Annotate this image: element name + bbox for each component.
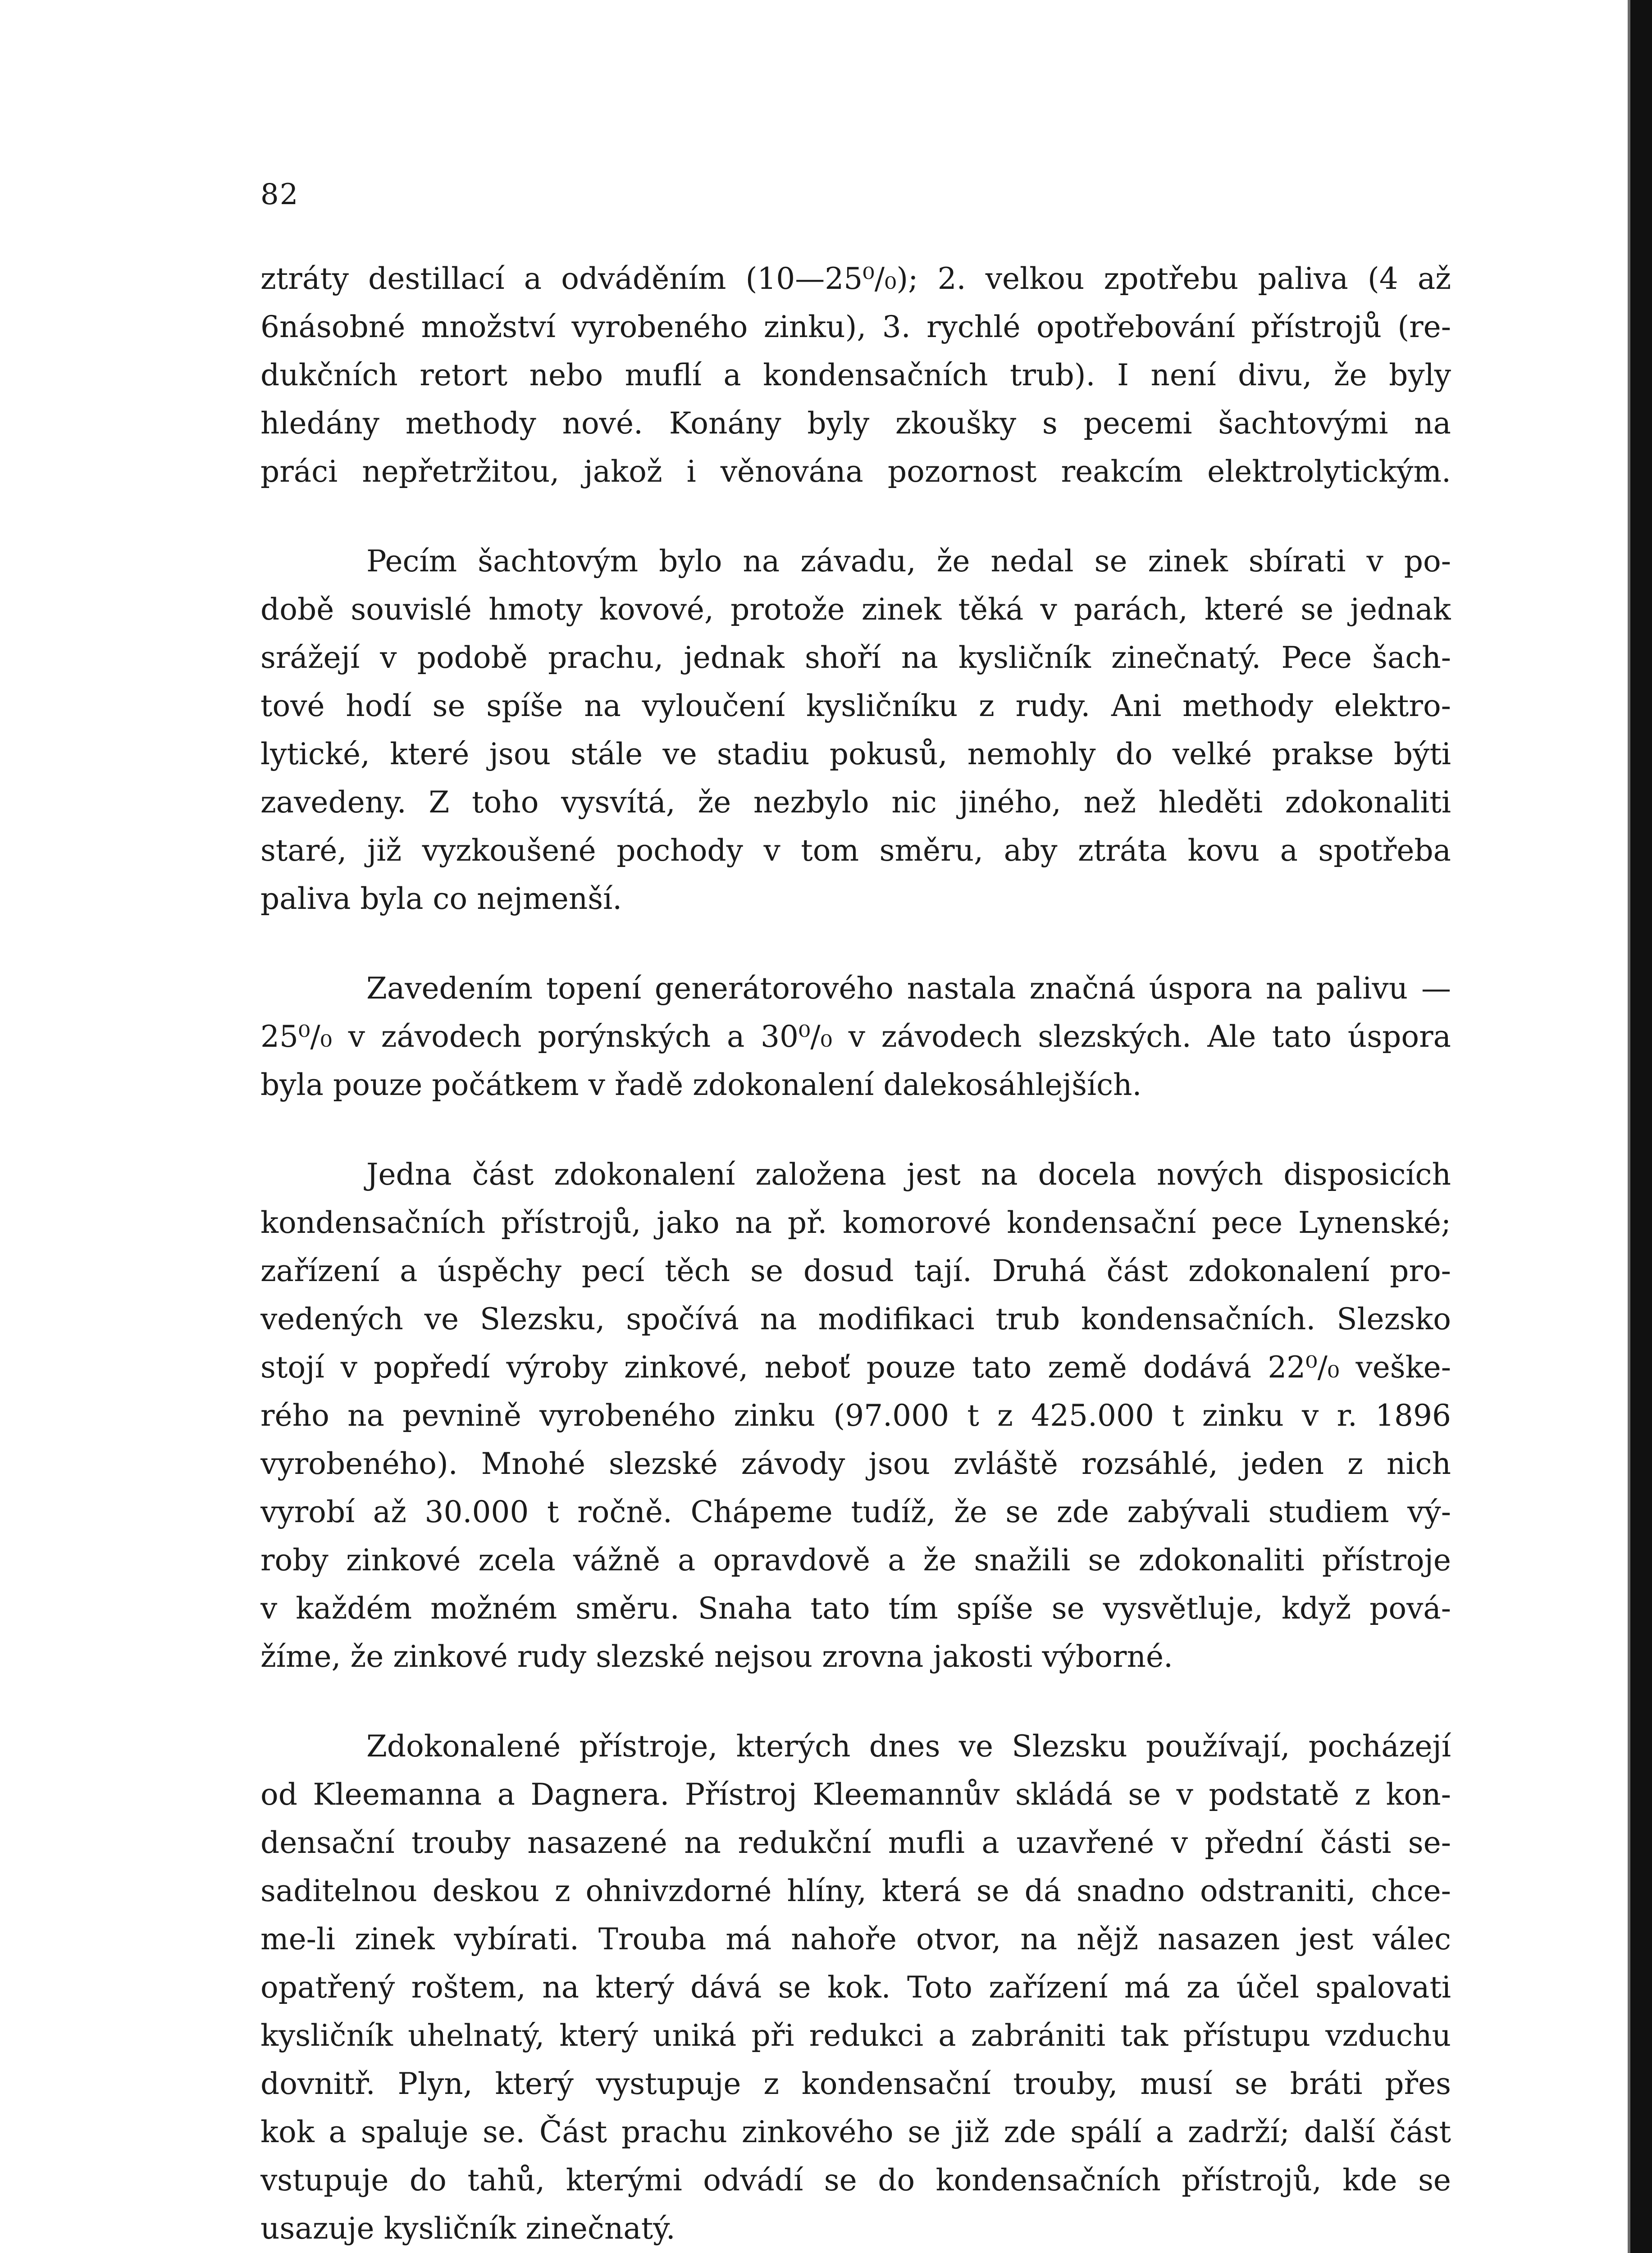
text-line: roby zinkové zcela vážně a opravdově a že snažili se zdokonaliti přístroje: [260, 1543, 1451, 1578]
text-line: usazuje kysličník zinečnatý.: [260, 2211, 675, 2246]
text-line: kok a spaluje se. Část prachu zinkového se již zde spálí a zadrží; další část: [260, 2115, 1451, 2149]
text-line: me-li zinek vybírati. Trouba má nahoře otvor, na nějž nasazen jest válec: [260, 1922, 1451, 1957]
text-line: zařízení a úspěchy pecí těch se dosud tají. Druhá část zdokonalení pro-: [260, 1254, 1451, 1288]
text-line: Pecím šachtovým bylo na závadu, že nedal se zinek sbírati v po-: [366, 544, 1451, 579]
text-line: vyrobeného). Mnohé slezské závody jsou zvláště rozsáhlé, jeden z nich: [260, 1446, 1451, 1481]
text-line: zavedeny. Z toho vysvítá, že nezbylo nic jiného, než hleděti zdokonaliti: [260, 785, 1451, 820]
text-line: práci nepřetržitou, jakož i věnována pozornost reakcím elektrolytickým.: [260, 454, 1451, 489]
paragraph-1: [260, 255, 1451, 496]
text-line: hledány methody nové. Konány byly zkoušky s pecemi šachtovými na: [260, 406, 1451, 441]
text-line: od Kleemanna a Dagnera. Přístroj Kleemannův skládá se v podstatě z kon-: [260, 1777, 1451, 1812]
text-line: Zdokonalené přístroje, kterých dnes ve Slezsku používají, pocházejí: [366, 1729, 1451, 1764]
text-line: dukčních retort nebo muflí a kondensačních trub). I není divu, že byly: [260, 358, 1451, 392]
text-line: srážejí v podobě prachu, jednak shoří na kysličník zinečnatý. Pece šach-: [260, 640, 1451, 675]
body-text: [260, 255, 1451, 2253]
text-line: stojí v popředí výroby zinkové, neboť pouze tato země dodává 22⁰/₀ veške-: [260, 1350, 1451, 1385]
text-line: paliva byla co nejmenší.: [260, 881, 622, 916]
text-line: densační trouby nasazené na redukční mufli a uzavřené v přední části se-: [260, 1825, 1451, 1860]
text-line: vstupuje do tahů, kterými odvádí se do kondensačních přístrojů, kde se: [260, 2163, 1451, 2198]
text-line: byla pouze počátkem v řadě zdokonalení dalekosáhlejších.: [260, 1067, 1142, 1102]
scan-edge: [1630, 0, 1652, 2253]
text-line: vedených ve Slezsku, spočívá na modifikaci trub kondensačních. Slezsko: [260, 1302, 1451, 1336]
text-line: kysličník uhelnatý, který uniká při redukci a zabrániti tak přístupu vzduchu: [260, 2018, 1451, 2053]
paragraph-2: [260, 537, 1451, 923]
text-line: lytické, které jsou stále ve stadiu pokusů, nemohly do velké prakse býti: [260, 737, 1451, 771]
text-line: tové hodí se spíše na vyloučení kysličníku z rudy. Ani methody elektro-: [260, 689, 1451, 723]
text-line: 25⁰/₀ v závodech porýnských a 30⁰/₀ v závodech slezských. Ale tato úspora: [260, 1019, 1451, 1054]
text-line: době souvislé hmoty kovové, protože zinek těká v parách, které se jednak: [260, 592, 1451, 627]
text-line: opatřený roštem, na který dává se kok. Toto zařízení má za účel spalovati: [260, 1970, 1451, 2005]
paragraph-5: [260, 1722, 1451, 2253]
text-line: vyrobí až 30.000 t ročně. Chápeme tudíž, že se zde zabývali studiem vý-: [260, 1495, 1451, 1529]
text-line: Jedna část zdokonalení založena jest na docela nových disposicích: [366, 1157, 1451, 1192]
paragraph-3: [260, 964, 1451, 1109]
paragraph-4: [260, 1150, 1451, 1681]
text-line: žíme, že zinkové rudy slezské nejsou zrovna jakosti výborné.: [260, 1639, 1173, 1674]
text-line: 6násobné množství vyrobeného zinku), 3. rychlé opotřebování přístrojů (re-: [260, 310, 1451, 344]
text-line: v každém možném směru. Snaha tato tím spíše se vysvětluje, když pová-: [260, 1591, 1451, 1626]
text-line: saditelnou deskou z ohnivzdorné hlíny, která se dá snadno odstraniti, chce-: [260, 1874, 1451, 1908]
text-line: rého na pevnině vyrobeného zinku (97.000 t z 425.000 t zinku v r. 1896: [260, 1398, 1451, 1433]
text-line: ztráty destillací a odváděním (10—25⁰/₀); 2. velkou zpotřebu paliva (4 až: [260, 261, 1451, 296]
text-line: Zavedením topení generátorového nastala značná úspora na palivu —: [366, 971, 1451, 1006]
text-line: staré, již vyzkoušené pochody v tom směru, aby ztráta kovu a spotřeba: [260, 833, 1451, 868]
page-number: 82: [260, 178, 299, 211]
text-line: dovnitř. Plyn, který vystupuje z kondensační trouby, musí se bráti přes: [260, 2066, 1451, 2101]
text-line: kondensačních přístrojů, jako na př. komorové kondensační pece Lynenské;: [260, 1205, 1451, 1240]
